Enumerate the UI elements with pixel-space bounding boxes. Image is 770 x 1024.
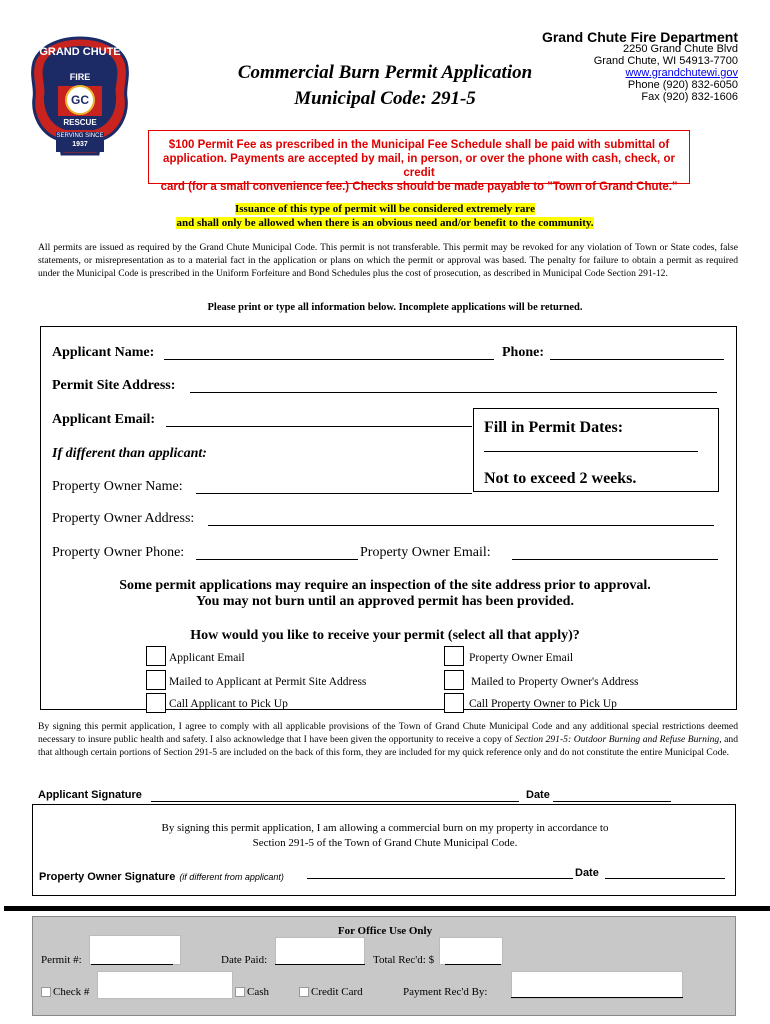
- owner-address-field[interactable]: [208, 511, 714, 526]
- owner-date-label: Date: [575, 867, 599, 879]
- applicant-email-checkbox[interactable]: [146, 646, 166, 666]
- cash-label: Cash: [247, 986, 269, 998]
- fee-notice-line: $100 Permit Fee as prescribed in the Municipal Fee Schedule shall be paid with submittal of: [168, 139, 670, 151]
- department-name: Grand Chute Fire Department: [541, 29, 738, 45]
- owner-email-checkbox[interactable]: [444, 646, 464, 666]
- consent-text: By signing this permit application, I agree to comply with all applicable provisions of the Town of Grand Chute Municipal Code and any additional special restrictions deemed necessary to insure public health and safety. I also acknowledge that I have been given the opportunity to receive a copy of: [38, 721, 738, 745]
- fee-notice-line: application. Payments are accepted by mail, in person, or over the phone with cash, check, or credit: [163, 153, 675, 179]
- owner-consent-line: By signing this permit application, I am allowing a commercial burn on my property in accordance to: [161, 822, 609, 834]
- receive-question: How would you like to receive your permit (select all that apply)?: [190, 628, 580, 643]
- check-checkbox[interactable]: [41, 987, 51, 997]
- fee-notice-box: [148, 130, 690, 193]
- option-label: Call Property Owner to Pick Up: [469, 698, 617, 710]
- permit-number-label: Permit #:: [41, 954, 82, 966]
- fill-dates-label: Fill in Permit Dates:: [484, 419, 624, 436]
- owner-phone-label: Property Owner Phone:: [52, 545, 185, 560]
- owner-phone-field[interactable]: [196, 545, 358, 560]
- applicant-signature-label: Applicant Signature: [38, 789, 142, 801]
- check-number-field[interactable]: [97, 971, 233, 999]
- option-label: Property Owner Email: [469, 652, 574, 664]
- section-divider: [4, 906, 770, 911]
- office-use-title: For Office Use Only: [337, 925, 433, 937]
- option-label: Call Applicant to Pick Up: [169, 698, 288, 710]
- credit-card-label: Credit Card: [311, 986, 363, 998]
- option-label: Applicant Email: [169, 652, 245, 664]
- department-phone: Phone (920) 832-6050: [627, 79, 738, 91]
- applicant-name-field[interactable]: [164, 345, 494, 360]
- department-address1: 2250 Grand Chute Blvd: [623, 43, 738, 55]
- consent-text: , and that although certain portions of Section 291-5 are included on the back of this form, they are included for my quick reference only and do not constitute the entire Municipal Code.: [38, 734, 738, 758]
- issuance-line1: Issuance of this type of permit will be considered extremely rare: [234, 203, 535, 215]
- owner-email-label: Property Owner Email:: [360, 545, 491, 560]
- permit-site-label: Permit Site Address:: [52, 378, 176, 393]
- logo-year-text: 1937: [72, 141, 88, 148]
- owner-consent-line: Section 291-5 of the Town of Grand Chute Municipal Code.: [252, 837, 518, 849]
- fire-department-logo: [30, 36, 130, 156]
- not-exceed-label: Not to exceed 2 weeks.: [484, 470, 637, 487]
- intro-paragraph: All permits are issued as required by the Grand Chute Municipal Code. This permit is not transferable. This permit may be revoked for any violation of Town or State codes, false statements, or misrepresentation as to a material fact in the application or plans on which the permit or approval was based. The penalty for failure to obtain a permit as required under the Municipal Code is prescribed in the Uniform Forfeiture and Bond Schedules plus the cost of prosecution, as described in Municipal Code Section 291-12.: [38, 242, 738, 279]
- owner-signature-row: [39, 867, 284, 885]
- owner-signature-note: (if different from applicant): [179, 872, 284, 882]
- payment-received-by-line: [511, 985, 683, 998]
- print-note: Please print or type all information below. Incomplete applications will be returned.: [207, 302, 583, 313]
- applicant-name-label: Applicant Name:: [52, 345, 155, 360]
- permit-dates-box: [473, 408, 719, 492]
- department-website-link[interactable]: www.grandchutewi.gov: [625, 67, 738, 79]
- inspection-notice-2: You may not burn until an approved permit has been provided.: [196, 594, 574, 609]
- fee-notice-line: card (for a small convenience fee.) Checks should be made payable to "Town of Grand Chute.": [160, 181, 678, 193]
- call-owner-checkbox[interactable]: [444, 693, 464, 713]
- applicant-date-field[interactable]: [553, 788, 671, 802]
- owner-email-field[interactable]: [512, 545, 718, 560]
- owner-consent-text: [33, 821, 737, 851]
- logo-serving-text: SERVING SINCE: [56, 133, 104, 139]
- inspection-notice-1: Some permit applications may require an inspection of the site address prior to approval.: [119, 578, 651, 593]
- owner-signature-label: Property Owner Signature: [39, 871, 176, 883]
- owner-signature-box: [32, 804, 736, 896]
- issuance-notice: [0, 202, 770, 230]
- logo-top-text: GRAND CHUTE: [39, 46, 121, 58]
- mail-owner-checkbox[interactable]: [444, 670, 464, 690]
- phone-label: Phone:: [502, 345, 544, 360]
- credit-card-checkbox[interactable]: [299, 987, 309, 997]
- department-address2: Grand Chute, WI 54913-7700: [593, 55, 738, 67]
- payment-received-by-label: Payment Rec'd By:: [403, 986, 488, 998]
- owner-address-label: Property Owner Address:: [52, 511, 195, 526]
- option-label: Mailed to Property Owner's Address: [471, 676, 639, 688]
- applicant-date-label: Date: [526, 789, 550, 801]
- applicant-signature-field[interactable]: [151, 788, 519, 802]
- permit-dates-field[interactable]: [484, 451, 698, 452]
- form-subtitle: Municipal Code: 291-5: [294, 88, 476, 109]
- form-title: Commercial Burn Permit Application: [237, 62, 533, 83]
- department-info: [542, 31, 738, 103]
- consent-paragraph: [38, 720, 738, 759]
- total-received-line: [445, 952, 501, 965]
- department-fax: Fax (920) 832-1606: [641, 91, 738, 103]
- date-paid-label: Date Paid:: [221, 954, 268, 966]
- total-received-label: Total Rec'd: $: [373, 954, 435, 966]
- logo-fire-text: FIRE: [69, 72, 91, 82]
- applicant-email-field[interactable]: [166, 412, 472, 427]
- permit-site-field[interactable]: [190, 378, 717, 393]
- mail-applicant-checkbox[interactable]: [146, 670, 166, 690]
- check-label: Check #: [53, 986, 90, 998]
- office-use-box: [32, 916, 736, 1016]
- call-applicant-checkbox[interactable]: [146, 693, 166, 713]
- date-paid-line: [275, 952, 365, 965]
- issuance-line2: and shall only be allowed when there is an obvious need and/or benefit to the community.: [176, 217, 594, 229]
- owner-signature-field[interactable]: [307, 865, 573, 879]
- logo-rescue-text: RESCUE: [63, 118, 97, 127]
- permit-number-line: [91, 952, 173, 965]
- applicant-email-label: Applicant Email:: [52, 412, 156, 427]
- owner-date-field[interactable]: [605, 865, 725, 879]
- owner-name-label: Property Owner Name:: [52, 479, 183, 494]
- phone-field[interactable]: [550, 345, 724, 360]
- cash-checkbox[interactable]: [235, 987, 245, 997]
- if-different-label: If different than applicant:: [52, 446, 207, 461]
- logo-center-text: GC: [71, 93, 89, 107]
- option-label: Mailed to Applicant at Permit Site Address: [169, 676, 367, 688]
- consent-section-ref: Section 291-5: Outdoor Burning and Refuse Burning: [514, 734, 720, 745]
- owner-name-field[interactable]: [196, 479, 472, 494]
